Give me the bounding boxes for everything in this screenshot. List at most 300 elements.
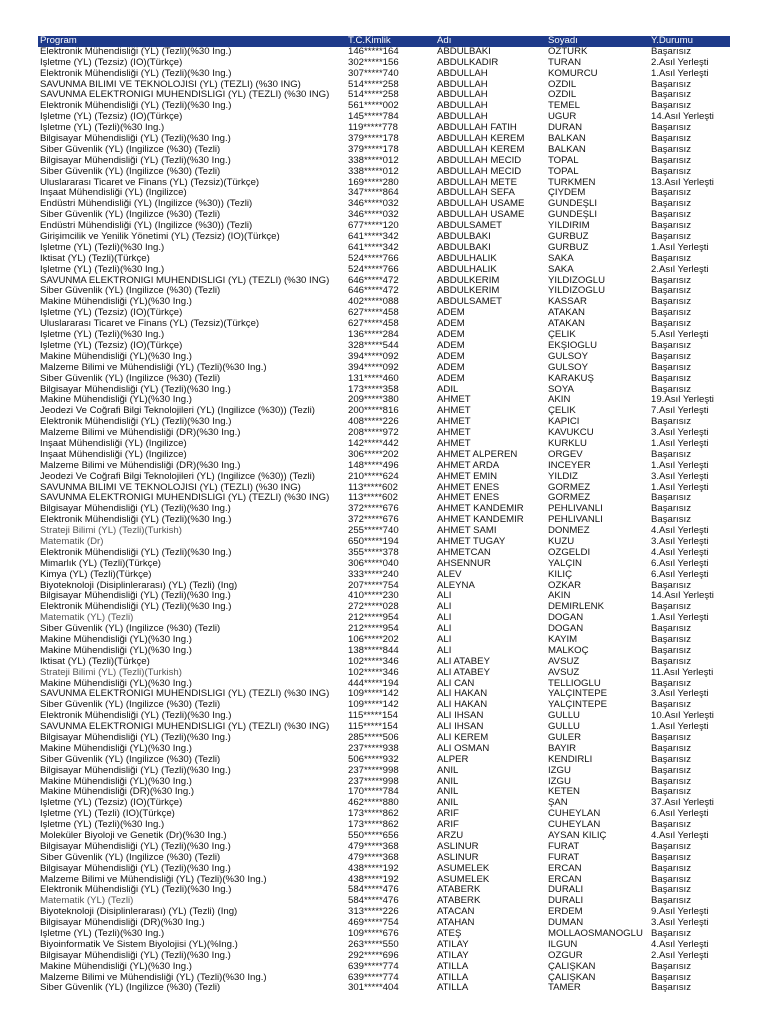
cell-soyadi: TOPAL xyxy=(548,166,579,177)
cell-program: Elektronik Mühendisliği (YL) (Tezli)(%30 İng.) xyxy=(40,547,232,558)
cell-tc-kimlik: 115*****154 xyxy=(348,722,398,733)
cell-adi: ABDÜLKERİM xyxy=(437,275,500,286)
cell-adi: ALİ xyxy=(437,624,452,635)
cell-tc-kimlik: 173*****862 xyxy=(348,820,399,831)
cell-y-durumu: 1.Asıl Yerleşti xyxy=(651,482,709,493)
cell-adi: ATILAY xyxy=(437,950,469,961)
results-table xyxy=(38,36,730,994)
cell-adi: ATİLLA xyxy=(437,972,469,983)
cell-program: Siber Güvenlik (YL) (İngilizce (%30) (Tezli) xyxy=(40,754,221,765)
cell-adi: ADEM xyxy=(437,319,465,330)
cell-program: Elektronik Mühendisliği (YL) (Tezli)(%30 İng.) xyxy=(40,417,232,428)
cell-program: Bilgisayar Mühendisliği (YL) (Tezli)(%30 İng.) xyxy=(40,591,231,602)
cell-y-durumu: Başarısız xyxy=(651,776,691,787)
cell-soyadi: AKIN xyxy=(548,395,571,406)
cell-program: İşletme (YL) (Tezli)(%30 İng.) xyxy=(40,820,165,831)
cell-program: Bilgisayar Mühendisliği (YL) (Tezli)(%30 İng.) xyxy=(40,155,231,166)
cell-adi: ALİ CAN xyxy=(437,678,475,689)
cell-tc-kimlik: 237*****998 xyxy=(348,765,399,776)
table-row xyxy=(38,679,730,690)
cell-adi: ABDULLAH xyxy=(437,79,488,90)
cell-tc-kimlik: 302*****156 xyxy=(348,57,399,68)
cell-soyadi: İZGÜ xyxy=(548,776,571,787)
cell-program: Siber Güvenlik (YL) (İngilizce (%30) (Tezli) xyxy=(40,624,221,635)
cell-program: İşletme (YL) (Tezsiz) (İÖ)(Türkçe) xyxy=(40,112,183,123)
cell-y-durumu: Başarısız xyxy=(651,983,691,994)
cell-adi: ABDULLAH SEFA xyxy=(437,188,515,199)
table-row xyxy=(38,69,730,80)
cell-y-durumu: Başarısız xyxy=(651,645,691,656)
cell-y-durumu: Başarısız xyxy=(651,79,691,90)
cell-adi: AHMETCAN xyxy=(437,547,491,558)
cell-program: Makine Mühendisliği (DR)(%30 İng.) xyxy=(40,787,195,798)
cell-soyadi: DURALİ xyxy=(548,885,584,896)
table-row xyxy=(38,188,730,199)
cell-program: Elektronik Mühendisliği (YL) (Tezli)(%30 İng.) xyxy=(40,602,232,613)
cell-tc-kimlik: 627*****458 xyxy=(348,319,399,330)
cell-y-durumu: Başarısız xyxy=(651,841,691,852)
cell-y-durumu: Başarısız xyxy=(651,634,691,645)
cell-soyadi: DUMAN xyxy=(548,918,584,929)
cell-tc-kimlik: 410*****230 xyxy=(348,591,399,602)
cell-tc-kimlik: 444*****194 xyxy=(348,678,399,689)
table-row xyxy=(38,831,730,842)
cell-adi: ALİ İHSAN xyxy=(437,711,484,722)
cell-soyadi: YILDIZOĞLU xyxy=(548,286,606,297)
table-row xyxy=(38,134,730,145)
cell-program: Moleküler Biyoloji ve Genetik (Dr)(%30 İng.) xyxy=(40,831,227,842)
cell-tc-kimlik: 210*****624 xyxy=(348,471,399,482)
cell-soyadi: MOLLAOSMANOĞLU xyxy=(548,929,643,940)
table-row xyxy=(38,864,730,875)
table-row xyxy=(38,385,730,396)
cell-program: İşletme (YL) (Tezli)(%30 İng.) xyxy=(40,330,165,341)
table-row xyxy=(38,973,730,984)
table-row xyxy=(38,711,730,722)
cell-soyadi: YALÇIN xyxy=(548,558,582,569)
cell-adi: AHMET ENES xyxy=(437,482,500,493)
cell-tc-kimlik: 307*****740 xyxy=(348,68,399,79)
cell-tc-kimlik: 438*****192 xyxy=(348,874,399,885)
cell-soyadi: ŞAN xyxy=(548,798,568,809)
cell-y-durumu: Başarısız xyxy=(651,863,691,874)
cell-adi: ALPER xyxy=(437,754,469,765)
cell-y-durumu: Başarısız xyxy=(651,602,691,613)
cell-y-durumu: 37.Asıl Yerleşti xyxy=(651,798,714,809)
table-row xyxy=(38,951,730,962)
cell-tc-kimlik: 212*****954 xyxy=(348,613,399,624)
table-row xyxy=(38,798,730,809)
cell-program: Siber Güvenlik (YL) (İngilizce (%30) (Tezli) xyxy=(40,852,221,863)
cell-program: Makine Mühendisliği (YL)(%30 İng.) xyxy=(40,634,192,645)
cell-tc-kimlik: 109*****142 xyxy=(348,700,399,711)
table-row xyxy=(38,167,730,178)
cell-soyadi: GÖRMEZ xyxy=(548,493,591,504)
cell-program: Malzeme Bilimi ve Mühendisliği (YL) (Tezli)(%30 İng.) xyxy=(40,972,267,983)
cell-program: Makine Mühendisliği (YL)(%30 İng.) xyxy=(40,743,192,754)
cell-y-durumu: 1.Asıl Yerleşti xyxy=(651,722,709,733)
cell-program: Girişimcilik ve Yenilik Yönetimi (YL) (Tezsiz) (İÖ)(Türkçe) xyxy=(40,232,280,243)
cell-program: Mimarlık (YL) (Tezli)(Türkçe) xyxy=(40,558,161,569)
cell-tc-kimlik: 313*****226 xyxy=(348,907,399,918)
cell-adi: ALİ KEREM xyxy=(437,733,489,743)
cell-y-durumu: Başarısız xyxy=(651,90,691,101)
cell-y-durumu: Başarısız xyxy=(651,972,691,983)
cell-tc-kimlik: 119*****778 xyxy=(348,123,398,134)
cell-y-durumu: Başarısız xyxy=(651,874,691,885)
cell-soyadi: TURAN xyxy=(548,57,582,68)
table-row xyxy=(38,689,730,700)
cell-adi: ARİF xyxy=(437,809,459,820)
table-row xyxy=(38,450,730,461)
cell-soyadi: MALKOÇ xyxy=(548,645,589,656)
cell-program: Bilgisayar Mühendisliği (YL) (Tezli)(%30 İng.) xyxy=(40,765,231,776)
cell-soyadi: İNCEYER xyxy=(548,460,591,471)
table-row xyxy=(38,254,730,265)
cell-soyadi: GÜNDEŞLİ xyxy=(548,199,598,210)
cell-tc-kimlik: 109*****676 xyxy=(348,929,399,940)
cell-adi: ABDULLAH KEREM xyxy=(437,144,525,155)
cell-tc-kimlik: 306*****202 xyxy=(348,449,399,460)
cell-tc-kimlik: 524*****766 xyxy=(348,253,399,264)
cell-soyadi: DEMİRLENK xyxy=(548,602,604,613)
cell-program: İşletme (YL) (Tezli) (İÖ)(Türkçe) xyxy=(40,809,175,820)
cell-soyadi: ÖRGEV xyxy=(548,449,583,460)
cell-soyadi: KÜRKLÜ xyxy=(548,438,587,449)
cell-adi: ALİ xyxy=(437,634,452,645)
cell-adi: ATACAN xyxy=(437,907,475,918)
table-row xyxy=(38,907,730,918)
cell-adi: ATILAY xyxy=(437,939,469,950)
cell-tc-kimlik: 506*****932 xyxy=(348,754,399,765)
table-row xyxy=(38,885,730,896)
cell-soyadi: TAMER xyxy=(548,983,581,994)
table-row xyxy=(38,537,730,548)
cell-program: Elektronik Mühendisliği (YL) (Tezli)(%30 İng.) xyxy=(40,46,232,57)
cell-y-durumu: 2.Asıl Yerleşti xyxy=(651,264,709,275)
cell-adi: ABDULLAH xyxy=(437,90,488,101)
cell-adi: ASUMELEK xyxy=(437,874,490,885)
cell-adi: AHMET KANDEMİR xyxy=(437,515,524,526)
cell-soyadi: BALKAN xyxy=(548,134,586,145)
cell-adi: ADEM xyxy=(437,373,465,384)
cell-adi: ALİ HAKAN xyxy=(437,689,488,700)
table-row xyxy=(38,809,730,820)
cell-tc-kimlik: 106*****202 xyxy=(348,634,399,645)
cell-soyadi: KILIÇ xyxy=(548,569,572,580)
cell-tc-kimlik: 208*****972 xyxy=(348,428,399,439)
cell-y-durumu: 10.Asıl Yerleşti xyxy=(651,711,714,722)
table-row xyxy=(38,646,730,657)
cell-program: Malzeme Bilimi ve Mühendisliği (YL) (Tezli)(%30 İng.) xyxy=(40,874,267,885)
cell-soyadi: GÜLSOY xyxy=(548,351,588,362)
cell-soyadi: AVSUZ xyxy=(548,656,580,667)
table-row xyxy=(38,733,730,744)
cell-adi: ABDULLAH METE xyxy=(437,177,517,188)
table-header xyxy=(38,36,730,47)
cell-program: Malzeme Bilimi ve Mühendisliği (YL) (Tezli)(%30 İng.) xyxy=(40,362,267,373)
cell-y-durumu: Başarısız xyxy=(651,144,691,155)
cell-program: Makine Mühendisliği (YL)(%30 İng.) xyxy=(40,776,192,787)
cell-tc-kimlik: 346*****032 xyxy=(348,199,399,210)
cell-tc-kimlik: 379*****178 xyxy=(348,134,399,145)
table-row xyxy=(38,47,730,58)
cell-soyadi: KENDİRLİ xyxy=(548,754,593,765)
cell-tc-kimlik: 173*****358 xyxy=(348,384,399,395)
cell-soyadi: PEHLİVANLI xyxy=(548,515,603,526)
cell-program: İşletme (YL) (Tezsiz) (İÖ)(Türkçe) xyxy=(40,798,183,809)
cell-program: Malzeme Bilimi ve Mühendisliği (DR)(%30 İng.) xyxy=(40,460,241,471)
cell-y-durumu: 3.Asıl Yerleşti xyxy=(651,689,709,700)
cell-adi: AHMET EMİN xyxy=(437,471,498,482)
cell-program: Makine Mühendisliği (YL)(%30 İng.) xyxy=(40,297,192,308)
cell-y-durumu: 4.Asıl Yerleşti xyxy=(651,547,709,558)
cell-adi: AHMET ARDA xyxy=(437,460,500,471)
cell-soyadi: GÜLLÜ xyxy=(548,711,580,722)
cell-soyadi: GÜNDEŞLİ xyxy=(548,210,598,221)
cell-y-durumu: 4.Asıl Yerleşti xyxy=(651,831,709,842)
cell-program: Elektronik Mühendisliği (YL) (Tezli)(%30 İng.) xyxy=(40,515,232,526)
cell-tc-kimlik: 402*****088 xyxy=(348,297,399,308)
cell-tc-kimlik: 292*****696 xyxy=(348,950,399,961)
cell-tc-kimlik: 301*****404 xyxy=(348,983,399,994)
cell-y-durumu: Başarısız xyxy=(651,188,691,199)
cell-soyadi: KASSAR xyxy=(548,297,587,308)
cell-y-durumu: Başarısız xyxy=(651,493,691,504)
cell-adi: ASLINUR xyxy=(437,852,479,863)
table-row xyxy=(38,570,730,581)
cell-adi: ANIL xyxy=(437,798,459,809)
cell-y-durumu: 14.Asıl Yerleşti xyxy=(651,112,714,123)
cell-soyadi: GÖRMEZ xyxy=(548,482,591,493)
cell-tc-kimlik: 136*****284 xyxy=(348,330,399,341)
cell-adi: ABDÜLHALİK xyxy=(437,264,497,275)
cell-program: Elektronik Mühendisliği (YL) (Tezli)(%30 İng.) xyxy=(40,711,232,722)
table-row xyxy=(38,853,730,864)
cell-y-durumu: Başarısız xyxy=(651,134,691,145)
cell-y-durumu: Başarısız xyxy=(651,384,691,395)
cell-program: Siber Güvenlik (YL) (İngilizce (%30) (Tezli) xyxy=(40,210,221,221)
table-row xyxy=(38,286,730,297)
cell-tc-kimlik: 394*****092 xyxy=(348,351,399,362)
cell-tc-kimlik: 641*****342 xyxy=(348,232,399,243)
cell-program: İşletme (YL) (Tezsiz) (İÖ)(Türkçe) xyxy=(40,340,183,351)
cell-soyadi: DOĞAN xyxy=(548,613,584,624)
cell-program: Bilgisayar Mühendisliği (YL) (Tezli)(%30 İng.) xyxy=(40,733,231,743)
cell-program: Biyoinformatik Ve Sistem Biyolojisi (YL)(%İng.) xyxy=(40,939,238,950)
cell-adi: AHMET ALPEREN xyxy=(437,449,518,460)
cell-tc-kimlik: 263*****550 xyxy=(348,939,399,950)
cell-program: İşletme (YL) (Tezli)(%30 İng.) xyxy=(40,123,165,134)
cell-program: Jeodezi Ve Coğrafi Bilgi Teknolojileri (YL) (İngilizce (%30)) (Tezli) xyxy=(40,471,315,482)
cell-program: Biyoteknoloji (Disiplinlerarası) (YL) (Tezli) (İng) xyxy=(40,580,238,591)
cell-soyadi: AYSAN KILIÇ xyxy=(548,831,607,842)
table-row xyxy=(38,983,730,994)
cell-tc-kimlik: 677*****120 xyxy=(348,221,399,232)
cell-tc-kimlik: 394*****092 xyxy=(348,362,399,373)
cell-program: Bilgisayar Mühendisliği (YL) (Tezli)(%30 İng.) xyxy=(40,134,231,145)
cell-y-durumu: 2.Asıl Yerleşti xyxy=(651,950,709,961)
table-row xyxy=(38,744,730,755)
cell-soyadi: AVSUZ xyxy=(548,667,580,678)
cell-tc-kimlik: 138*****844 xyxy=(348,645,399,656)
table-row xyxy=(38,101,730,112)
cell-adi: ALİ xyxy=(437,613,452,624)
table-row xyxy=(38,145,730,156)
cell-program: İşletme (YL) (Tezli)(%30 İng.) xyxy=(40,242,165,253)
cell-soyadi: TOPAL xyxy=(548,155,579,166)
cell-adi: ADEM xyxy=(437,330,465,341)
cell-program: İşletme (YL) (Tezli)(%30 İng.) xyxy=(40,929,165,940)
cell-program: Makine Mühendisliği (YL)(%30 İng.) xyxy=(40,645,192,656)
cell-soyadi: YALÇINTEPE xyxy=(548,689,608,700)
cell-program: İşletme (YL) (Tezli)(%30 İng.) xyxy=(40,264,165,275)
cell-program: Siber Güvenlik (YL) (İngilizce (%30) (Tezli) xyxy=(40,144,221,155)
cell-tc-kimlik: 514*****258 xyxy=(348,79,399,90)
cell-adi: ALİ İHSAN xyxy=(437,722,484,733)
cell-y-durumu: Başarısız xyxy=(651,515,691,526)
table-row xyxy=(38,178,730,189)
cell-program: Kimya (YL) (Tezli)(Türkçe) xyxy=(40,569,152,580)
cell-soyadi: YILDIRIM xyxy=(548,221,590,232)
table-row xyxy=(38,929,730,940)
cell-y-durumu: 5.Asıl Yerleşti xyxy=(651,330,709,341)
cell-program: Bilgisayar Mühendisliği (YL) (Tezli)(%30 İng.) xyxy=(40,863,231,874)
header-y-durumu: Y.Durumu xyxy=(651,36,693,46)
cell-adi: ADEM xyxy=(437,308,465,319)
cell-adi: ADEM xyxy=(437,362,465,373)
cell-program: Bilgisayar Mühendisliği (YL) (Tezli)(%30 İng.) xyxy=(40,384,231,395)
cell-tc-kimlik: 355*****378 xyxy=(348,547,399,558)
cell-program: Matematik (Dr) xyxy=(40,536,104,547)
cell-program: Endüstri Mühendisliği (YL) (İngilizce (%30)) (Tezli) xyxy=(40,221,253,232)
cell-program: İşletme (YL) (Tezsiz) (İÖ)(Türkçe) xyxy=(40,308,183,319)
table-row xyxy=(38,330,730,341)
cell-y-durumu: Başarısız xyxy=(651,417,691,428)
cell-y-durumu: Başarısız xyxy=(651,351,691,362)
cell-program: Strateji Bilimi (YL) (Tezli)(Turkish) xyxy=(40,526,182,537)
cell-adi: ASLINUR xyxy=(437,841,479,852)
table-row xyxy=(38,417,730,428)
cell-soyadi: ATAKAN xyxy=(548,308,585,319)
cell-tc-kimlik: 514*****258 xyxy=(348,90,399,101)
cell-adi: ADEM xyxy=(437,351,465,362)
table-row xyxy=(38,777,730,788)
cell-y-durumu: Başarısız xyxy=(651,678,691,689)
cell-tc-kimlik: 237*****998 xyxy=(348,776,399,787)
cell-program: Siber Güvenlik (YL) (İngilizce (%30) (Tezli) xyxy=(40,983,221,994)
cell-tc-kimlik: 173*****862 xyxy=(348,809,399,820)
cell-program: İktisat (YL) (Tezli)(Türkçe) xyxy=(40,253,150,264)
cell-y-durumu: 13.Asıl Yerleşti xyxy=(651,177,714,188)
cell-program: Makine Mühendisliği (YL)(%30 İng.) xyxy=(40,395,192,406)
cell-adi: ARİF xyxy=(437,820,459,831)
cell-adi: ABDÜLKERİM xyxy=(437,286,500,297)
cell-program: Bilgisayar Mühendisliği (YL) (Tezli)(%30 İng.) xyxy=(40,950,231,961)
cell-adi: ABDULLAH USAME xyxy=(437,199,525,210)
table-row xyxy=(38,787,730,798)
cell-tc-kimlik: 479*****368 xyxy=(348,841,399,852)
cell-soyadi: DURALİ xyxy=(548,896,584,907)
cell-soyadi: AKIN xyxy=(548,591,571,602)
cell-soyadi: GÜLLÜ xyxy=(548,722,580,733)
cell-adi: AHMET xyxy=(437,417,471,428)
cell-y-durumu: Başarısız xyxy=(651,340,691,351)
table-row xyxy=(38,842,730,853)
cell-program: SAVUNMA ELEKTRONİĞİ MÜHENDİSLİĞİ (YL) (TEZLİ) (%30 İNG) xyxy=(40,90,330,101)
table-row xyxy=(38,406,730,417)
cell-program: Siber Güvenlik (YL) (İngilizce (%30) (Tezli) xyxy=(40,373,221,384)
cell-tc-kimlik: 462*****880 xyxy=(348,798,399,809)
cell-tc-kimlik: 145*****784 xyxy=(348,112,399,123)
cell-y-durumu: Başarısız xyxy=(651,308,691,319)
cell-tc-kimlik: 328*****544 xyxy=(348,340,399,351)
table-row xyxy=(38,319,730,330)
cell-adi: ALİ OSMAN xyxy=(437,743,490,754)
cell-soyadi: SAKA xyxy=(548,253,574,264)
table-row xyxy=(38,875,730,886)
cell-adi: ATİLLA xyxy=(437,983,469,994)
cell-soyadi: TELLİOĞLU xyxy=(548,678,601,689)
cell-tc-kimlik: 237*****938 xyxy=(348,743,399,754)
cell-adi: ANIL xyxy=(437,765,459,776)
cell-soyadi: ÖZKAR xyxy=(548,580,582,591)
cell-soyadi: PEHLİVANLI xyxy=(548,504,603,515)
cell-y-durumu: Başarısız xyxy=(651,166,691,177)
cell-soyadi: ÖZGELDİ xyxy=(548,547,591,558)
cell-soyadi: ÖZDİL xyxy=(548,79,577,90)
cell-y-durumu: 2.Asıl Yerleşti xyxy=(651,57,709,68)
cell-tc-kimlik: 113*****602 xyxy=(348,493,398,504)
cell-tc-kimlik: 102*****346 xyxy=(348,656,399,667)
cell-y-durumu: Başarısız xyxy=(651,700,691,711)
cell-soyadi: İLGÜN xyxy=(548,939,578,950)
cell-y-durumu: Başarısız xyxy=(651,787,691,798)
table-row xyxy=(38,308,730,319)
table-row xyxy=(38,341,730,352)
header-soyadi: Soyadı xyxy=(548,36,578,46)
cell-program: SAVUNMA BİLİMİ VE TEKNOLOJİSİ (YL) (TEZLİ) (%30 İNG) xyxy=(40,482,301,493)
table-row xyxy=(38,918,730,929)
cell-adi: AHMET xyxy=(437,428,471,439)
table-row xyxy=(38,297,730,308)
table-row xyxy=(38,156,730,167)
table-row xyxy=(38,635,730,646)
cell-soyadi: DÖNMEZ xyxy=(548,526,590,537)
cell-adi: ABDULLAH MECİD xyxy=(437,155,522,166)
cell-y-durumu: Başarısız xyxy=(651,319,691,330)
cell-soyadi: ÖZGÜR xyxy=(548,950,583,961)
table-row xyxy=(38,395,730,406)
cell-program: Makine Mühendisliği (YL)(%30 İng.) xyxy=(40,351,192,362)
cell-y-durumu: 1.Asıl Yerleşti xyxy=(651,613,709,624)
table-row xyxy=(38,352,730,363)
cell-soyadi: DURAN xyxy=(548,123,583,134)
cell-program: Makine Mühendisliği (YL)(%30 İng.) xyxy=(40,961,192,972)
table-row xyxy=(38,559,730,570)
cell-soyadi: GÜLER xyxy=(548,733,582,743)
cell-tc-kimlik: 212*****954 xyxy=(348,624,399,635)
table-row xyxy=(38,896,730,907)
cell-program: İnşaat Mühendisliği (YL) (İngilizce) xyxy=(40,438,187,449)
table-row xyxy=(38,657,730,668)
cell-soyadi: GÜRBÜZ xyxy=(548,242,589,253)
cell-adi: AHMET xyxy=(437,395,471,406)
table-row xyxy=(38,962,730,973)
cell-soyadi: ERCAN xyxy=(548,874,582,885)
cell-soyadi: DOĞAN xyxy=(548,624,584,635)
cell-soyadi: UĞUR xyxy=(548,112,577,123)
